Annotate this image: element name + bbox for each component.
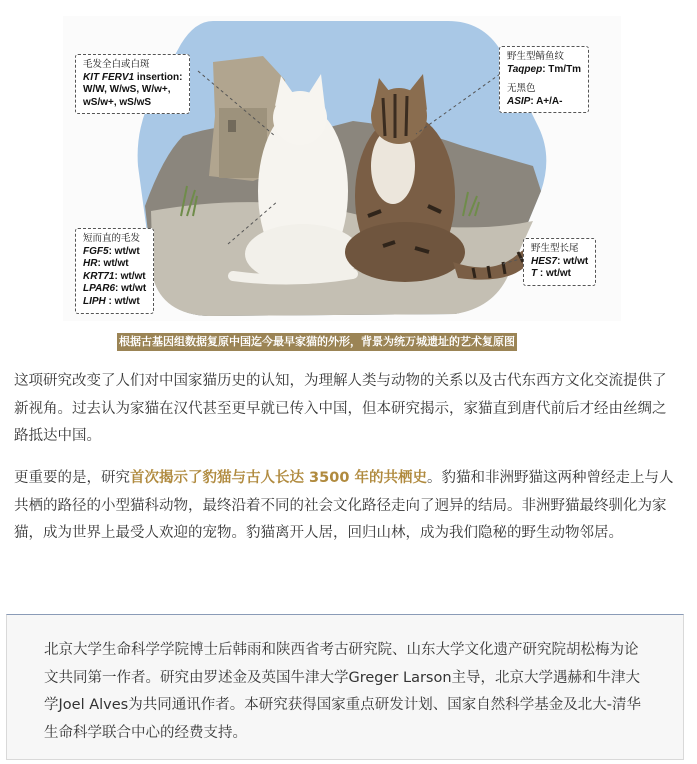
fgf5-value: : wt/wt <box>108 245 140 257</box>
hr-value: : wt/wt <box>97 258 129 270</box>
cat-illustration-figure <box>63 16 621 321</box>
hes7-gene: HES7 <box>531 255 558 267</box>
taqpep-value: : Tm/Tm <box>542 63 582 75</box>
tail-gene-row <box>531 268 588 281</box>
t-value: : wt/wt <box>537 268 571 280</box>
kit-gene-suffix: insertion: <box>134 71 183 83</box>
t-gene: T <box>531 268 538 280</box>
kit-gene: KIT FERV1 <box>83 71 135 83</box>
liph-gene: LIPH <box>83 295 106 307</box>
paragraph-lead: 更重要的是，研究 <box>14 470 130 486</box>
paragraph-history: 这项研究改变了人们对中国家猫历史的认知，为理解人类与动物的关系以及古代东西方文化交流提供了新视角。过去认为家猫在汉代甚至更早就已传入中国，但本研究揭示，家猫直到唐代前后才经由丝绸之路抵达中国。 <box>14 373 667 444</box>
liph-value: : wt/wt <box>105 295 140 307</box>
author-credits-box <box>6 614 684 760</box>
hair-gene-row <box>83 283 146 296</box>
hes7-value: : wt/wt <box>557 255 589 267</box>
hair-gene-row <box>83 296 146 309</box>
short-hair-callout <box>75 228 154 314</box>
highlight-text: 首次揭示了豹猫与古人长达 3500 年的共栖史 <box>130 470 427 486</box>
lpar6-value: : wt/wt <box>115 283 147 295</box>
coat-color-heading: 毛发全白或白斑 <box>83 59 150 70</box>
krt71-value: : wt/wt <box>114 270 146 282</box>
paragraph-rest: 。豹猫和非洲野猫这两种曾经走上与人共栖的路径的小型猫科动物，最终沿着不同的社会文化路径走向了迥异的结局。非洲野猫最终驯化为家猫，成为世界上最受人欢迎的宠物。豹猫离开人居，回归山林，成为我们隐秘的野生动物邻居。 <box>14 470 674 541</box>
hair-gene-row <box>83 258 146 271</box>
author-credits-text: 北京大学生命科学学院博士后韩雨和陕西省考古研究院、山东大学文化遗产研究院胡松梅为论文共同第一作者。研究由罗述金及英国牛津大学Greger Larson主导，北京大学遇赫和牛津大学Joel Alves为共同通讯作者。本研究获得国家重点研发计划、国家自然科学基金及北大-清华生命科学联合中心的经费支持。 <box>44 642 641 741</box>
coat-color-callout <box>75 54 190 114</box>
paragraph-coexistence <box>14 465 674 548</box>
long-tail-callout <box>523 238 596 286</box>
hair-gene-row <box>83 271 146 284</box>
lpar6-gene: LPAR6 <box>83 283 116 295</box>
taqpep-gene: Taqpep <box>507 63 543 75</box>
krt71-gene: KRT71 <box>83 270 115 282</box>
kit-genotypes-line-1: W/W, W/wS, W/w+, <box>83 84 171 96</box>
tabby-heading: 野生型鲭鱼纹 <box>507 51 565 62</box>
asip-value: : A+/A- <box>530 95 563 107</box>
kit-genotypes-line-2: wS/w+, wS/wS <box>83 96 152 108</box>
fgf5-gene: FGF5 <box>83 245 109 257</box>
figure-caption: 根据古基因组数据复原中国迄今最早家猫的外形，背景为统万城遗址的艺术复原图 <box>117 333 517 351</box>
hr-gene: HR <box>83 258 98 270</box>
short-hair-heading: 短而直的毛发 <box>83 233 141 244</box>
tabby-pattern-callout <box>499 46 589 113</box>
hair-gene-row <box>83 246 146 259</box>
tail-gene-row <box>531 256 588 269</box>
non-black-heading: 无黑色 <box>507 83 536 95</box>
asip-gene: ASIP <box>507 95 531 107</box>
long-tail-heading: 野生型长尾 <box>531 243 579 254</box>
